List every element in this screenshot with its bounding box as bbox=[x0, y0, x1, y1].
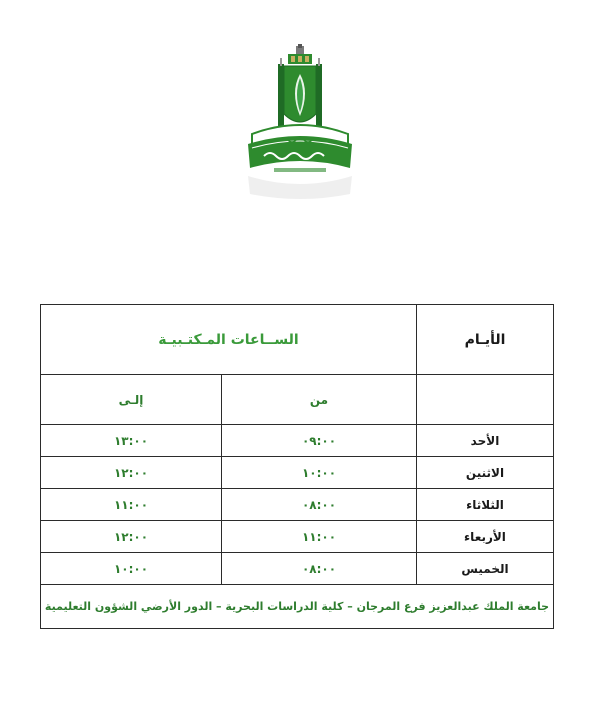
table-row bbox=[41, 425, 554, 457]
table-row bbox=[41, 553, 554, 585]
days-subheader-empty bbox=[417, 375, 554, 425]
to-cell: ١١:٠٠ bbox=[41, 489, 222, 521]
university-logo bbox=[244, 44, 356, 204]
to-cell: ١٢:٠٠ bbox=[41, 457, 222, 489]
days-header: الأيـام bbox=[417, 305, 554, 375]
from-header: من bbox=[222, 375, 417, 425]
table-row bbox=[41, 521, 554, 553]
office-hours-table bbox=[40, 304, 554, 629]
day-cell: الثلاثاء bbox=[417, 489, 554, 521]
from-cell: ١٠:٠٠ bbox=[222, 457, 417, 489]
day-cell: الأربعاء bbox=[417, 521, 554, 553]
from-cell: ٠٩:٠٠ bbox=[222, 425, 417, 457]
day-cell: الخميس bbox=[417, 553, 554, 585]
to-header: إلـى bbox=[41, 375, 222, 425]
from-cell: ١١:٠٠ bbox=[222, 521, 417, 553]
to-cell: ١٢:٠٠ bbox=[41, 521, 222, 553]
to-cell: ١٣:٠٠ bbox=[41, 425, 222, 457]
day-cell: الأحد bbox=[417, 425, 554, 457]
table-row bbox=[41, 489, 554, 521]
location-footer: جامعة الملك عبدالعزيز فرع المرجان – كلية الدراسات البحرية – الدور الأرضي الشؤون التعليمية bbox=[41, 585, 554, 629]
table-row bbox=[41, 457, 554, 489]
from-cell: ٠٨:٠٠ bbox=[222, 553, 417, 585]
day-cell: الاثنين bbox=[417, 457, 554, 489]
from-cell: ٠٨:٠٠ bbox=[222, 489, 417, 521]
to-cell: ١٠:٠٠ bbox=[41, 553, 222, 585]
office-hours-header: الســاعات المـكتـبيـة bbox=[41, 305, 417, 375]
